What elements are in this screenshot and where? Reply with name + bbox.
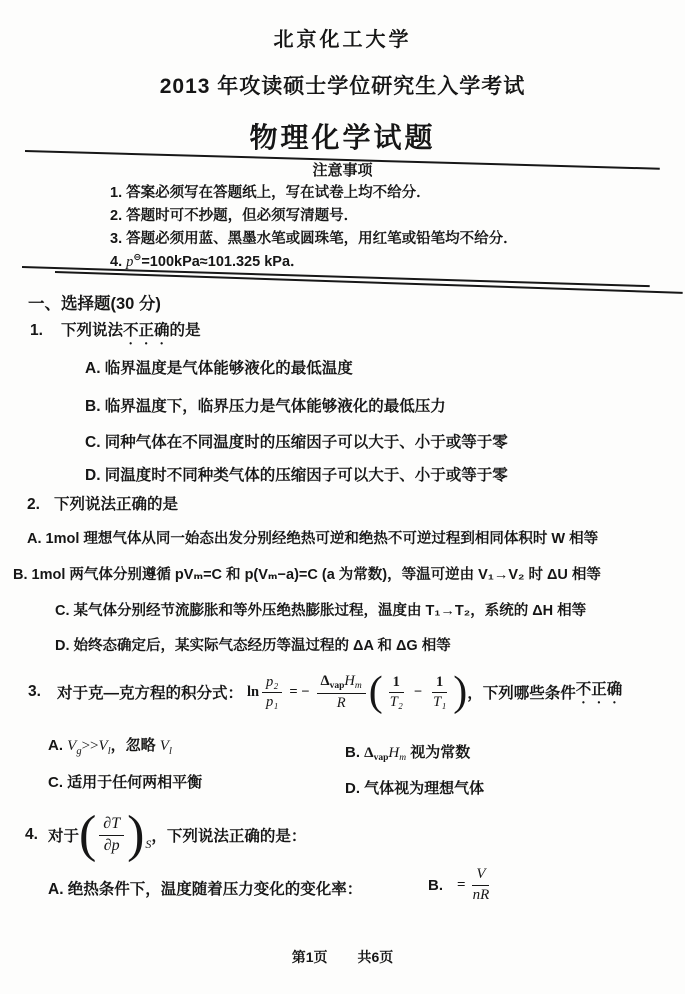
q4-option-b-label: B. [428,876,443,894]
q4-number: 4. [25,826,38,843]
paper-title: 物理化学试题 [249,122,436,153]
q3-stem-text: 对于克—克方程的积分式： [56,685,243,702]
q2-option-d: D. 始终态确定后，某实际气态经历等温过程的 ΔA 和 ΔG 相等 [55,638,451,654]
q2-option-b: B. 1mol 两气体分别遵循 pVₘ=C 和 p(Vₘ−a)=C (a 为常数)，等温可逆由 V₁→V₂ 时 ΔU 相等 [13,567,601,583]
gas-subscript: g [76,746,82,757]
q1-stem [30,318,200,348]
q2-stem [27,492,178,514]
one-numerator-2: 1 [432,674,447,693]
q1-stem-pre: 下列说法 [60,322,123,339]
vap-subscript: vap [329,680,345,691]
q3-option-d: D. 气体视为理想气体 [345,780,485,797]
one-numerator: 1 [389,674,404,693]
p2-symbol: p₂ [262,674,282,693]
notice-item-1: 1. 答案必须写在答题纸上，写在试卷上均不给分． [110,185,431,201]
notice-item-2: 2. 答题时可不抄题，但必须写清题号． [110,208,359,224]
vaporization-enthalpy [317,673,366,694]
q3-formula [246,668,468,715]
q3-option-a [48,734,172,757]
right-paren: ) [453,668,468,715]
delta-symbol-2: Δ [364,745,374,761]
q3-option-a-label: A. [48,737,68,754]
t1-symbol: T₁ [433,693,447,710]
minus-operator: − [413,683,423,700]
nr-symbol: nR [472,886,490,903]
pressure-ratio-fraction [262,674,282,710]
university-title: 北京化工大学 [273,29,412,51]
page-number: 第1页 [291,949,328,965]
partial-p: ∂p [103,836,120,854]
molar-subscript-2: m [399,753,407,763]
vl-symbol: V [98,738,108,754]
page-footer [0,947,685,967]
enthalpy-symbol-2: H [388,745,400,761]
q1-option-b: B. 临界温度下，临界压力是气体能够液化的最低压力 [85,398,446,415]
vg-symbol: V [67,738,77,754]
vl-symbol-2: V [159,738,169,754]
q4-option-b [428,863,496,907]
q4-stem [25,797,306,873]
q2-option-c: C. 某气体分别经节流膨胀和等外压绝热膨胀过程，温度由 T₁→T₂，系统的 ΔH 相等 [55,603,587,619]
q3-option-b-label: B. [345,744,365,761]
left-paren: ( [368,668,383,715]
q4-formula [78,805,152,863]
q3-number: 3. [28,683,41,700]
q2-stem-text: 下列说法正确的是 [53,496,178,513]
much-greater-operator: >> [81,738,99,754]
q3-option-b [345,741,470,763]
q1-stem-post: 的是 [169,322,201,339]
partial-t: ∂T [99,815,124,835]
left-paren-2: ( [78,805,97,863]
notice-item-4 [110,250,305,271]
q4-option-a: A. 绝热条件下，温度随着压力变化的变化率： [48,881,363,898]
notice-item-3: 3. 答题必须用蓝、黑墨水笔或圆珠笔，用红笔或铅笔均不给分． [110,231,518,247]
equals-minus-operator: = − [289,683,310,700]
q1-option-c: C. 同种气体在不同温度时的压缩因子可以大于、小于或等于零 [85,434,508,451]
ln-operator: ln [246,683,260,700]
liquid-subscript-2: l [168,746,172,757]
pressure-symbol: p [126,254,134,270]
p1-symbol: p₁ [266,693,279,710]
q4-stem-pre: 对于 [47,828,79,845]
vap-subscript-2: vap [373,753,389,763]
enthalpy-fraction [317,673,366,712]
q2-option-a: A. 1mol 理想气体从同一始态出发分别经绝热可逆和绝热不可逆过程到相同体积时 W 相等 [27,531,599,547]
enthalpy-symbol: H [344,672,355,689]
q3-tail-emphasis: 不正确 [575,681,623,698]
q3-option-b-text: 视为常数 [406,744,471,761]
total-pages: 共6页 [357,949,394,965]
v-over-nr-fraction [469,866,494,904]
entropy-subscript: S [145,837,152,852]
volume-symbol: V [472,866,489,885]
exam-session-title: 2013 年攻读硕士学位研究生入学考试 [159,75,526,98]
delta-symbol: Δ [320,672,330,689]
gas-constant-symbol: R [336,694,346,711]
right-paren-2: ) [127,805,145,863]
t2-symbol: T₂ [389,693,403,710]
partial-derivative-fraction [99,815,124,855]
liquid-subscript: l [107,746,111,757]
q2-number: 2. [27,496,40,513]
notice-item-4-value: =100kPa≈101.325 kPa． [141,254,305,270]
notice-title: 注意事项 [312,162,373,179]
q3-option-a-text: ，忽略 [110,737,160,754]
q3-option-c: C. 适用于任何两相平衡 [48,774,203,791]
q1-stem-emphasis: 不正确 [122,322,170,339]
section-heading: 一、选择题(30 分) [28,295,161,313]
q4-stem-post: ，下列说法正确的是： [151,828,307,845]
molar-subscript: m [354,680,362,691]
q3-stem [28,660,622,724]
standard-state-symbol: ⊖ [133,252,142,263]
equals-operator: = [457,876,466,893]
q1-option-a: A. 临界温度是气体能够液化的最低温度 [85,360,353,377]
q3-tail-pre: ，下列哪些条件 [467,685,576,702]
inverse-t1-fraction [429,674,450,710]
notice-item-4-number: 4. [110,254,127,270]
q1-number: 1. [30,322,43,339]
q1-option-d: D. 同温度时不同种类气体的压缩因子可以大于、小于或等于零 [85,467,508,484]
inverse-t2-fraction [386,674,407,710]
